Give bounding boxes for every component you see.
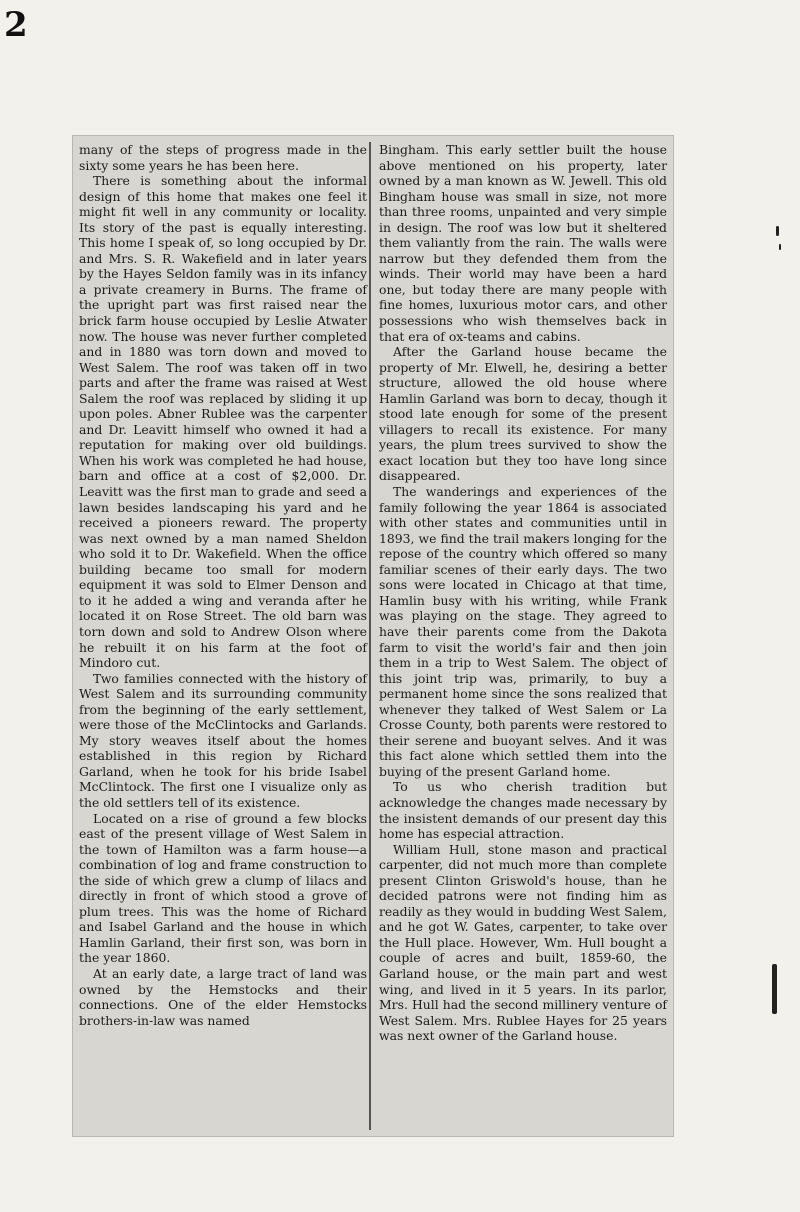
paragraph: many of the steps of progress made in the sixty some years he has been here.: [79, 142, 367, 173]
paragraph: The wanderings and experiences of the family following the year 1864 is associated with other states and communities until in 1893, we find the trail makers longing for the repose of the country which offered so many familiar scenes of their early days. The two sons were located in Chicago at that time, Hamlin busy with his writing, while Frank was playing on the stage. They agreed to have their parents come from the Dakota farm to visit the world's fair and then join them in a trip to West Salem. The object of this joint trip was, primarily, to buy a permanent home since the sons realized that whenever they talked of West Salem or La Crosse County, both parents were restored to their serene and buoyant selves. And it was this fact alone which settled them into the buying of the present Garland home.: [379, 484, 667, 779]
paragraph: Bingham. This early settler built the house above mentioned on his property, later owned by a man known as W. Jewell. This old Bingham house was small in size, not more than three rooms, unpainted and very simple in design. The roof was low but it sheltered them valiantly from the rain. The walls were narrow but they defended them from the winds. Their world may have been a hard one, but today there are many people with fine homes, luxurious motor cars, and other possessions who wish themselves back in that era of ox-teams and cabins.: [379, 142, 667, 344]
column-divider: [369, 142, 371, 1130]
paragraph: William Hull, stone mason and practical carpenter, did not much more than complete present Clinton Griswold's house, than he decided patrons were not finding him as readily as they would in budding West Salem, and he got W. Gates, carpenter, to take over the Hull place. However, Wm. Hull bought a couple of acres and built, 1859-60, the Garland house, or the main part and west wing, and lived in it 5 years. In its parlor, Mrs. Hull had the second millinery venture of West Salem. Mrs. Rublee Hayes for 25 years was next owner of the Garland house.: [379, 841, 667, 1044]
right-column: [379, 142, 667, 1044]
page-number: 2: [4, 5, 28, 45]
newspaper-clipping: [73, 136, 673, 1136]
scan-mark: [779, 244, 781, 250]
scan-mark: [772, 964, 777, 1014]
paragraph: After the Garland house became the property of Mr. Elwell, he, desiring a better structure, allowed the old house where Hamlin Garland was born to decay, though it stood late enough for some of the present villagers to recall its existence. For many years, the plum trees survived to show the exact location but they too have long since disappeared.: [379, 344, 667, 484]
scan-mark: [776, 226, 779, 236]
paragraph: Two families connected with the history of West Salem and its surrounding community from the beginning of the early settlement, were those of the McClintocks and Garlands. My story weaves itself about the homes established in this region by Richard Garland, when he took for his bride Isabel McClintock. The first one I visualize only as the old settlers tell of its existence.: [79, 670, 367, 810]
paragraph: At an early date, a large tract of land was owned by the Hemstocks and their connections. One of the elder Hemstocks brothers-in-law was named: [79, 965, 367, 1028]
paragraph: To us who cherish tradition but acknowledge the changes made necessary by the insistent demands of our present day this home has especial attraction.: [379, 779, 667, 842]
left-column: [79, 142, 367, 1028]
paragraph: There is something about the informal design of this home that makes one feel it might fit well in any community or locality. Its story of the past is equally interesting. This home I speak of, so long occupied by Dr. and Mrs. S. R. Wakefield and in later years by the Hayes Seldon family was in its infancy a private creamery in Burns. The frame of the upright part was first raised near the brick farm house occupied by Leslie Atwater now. The house was never further completed and in 1880 was torn down and moved to West Salem. The roof was taken off in two parts and after the frame was raised at West Salem the roof was replaced by sliding it up upon poles. Abner Rublee was the carpenter and Dr. Leavitt himself who owned it had a reputation for making over old buildings. When his work was completed he had house, barn and office at a cost of $2,000. Dr. Leavitt was the first man to grade and seed a lawn besides landscaping his yard and he received a pioneers reward. The property was next owned by a man named Sheldon who sold it to Dr. Wakefield. When the office building became too small for modern equipment it was sold to Elmer Denson and to it he added a wing and veranda after he located it on Rose Street. The old barn was torn down and sold to Andrew Olson where he rebuilt it on his farm at the foot of Mindoro cut.: [79, 173, 367, 671]
paragraph: Located on a rise of ground a few blocks east of the present village of West Salem in the town of Hamilton was a farm house—a combination of log and frame construction to the side of which grew a clump of lilacs and directly in front of which stood a grove of plum trees. This was the home of Richard and Isabel Garland and the house in which Hamlin Garland, their first son, was born in the year 1860.: [79, 810, 367, 966]
